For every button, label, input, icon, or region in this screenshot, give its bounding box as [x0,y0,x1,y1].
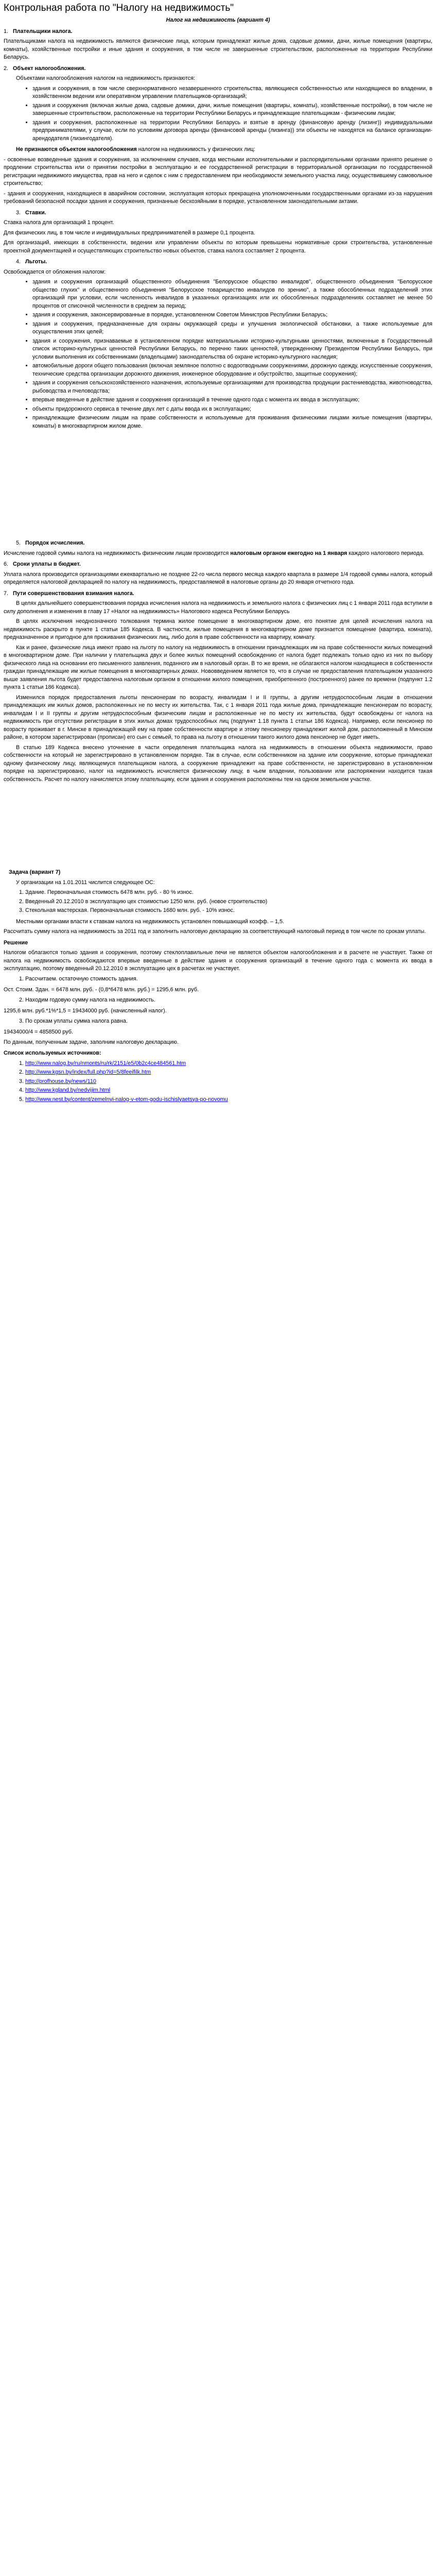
list-item: • здания и сооружения, законсервированные в порядке, установленном Советом Министров Республики Беларусь; [32,311,432,319]
list-item: • здания и сооружения (включая жилые дома, садовые домики, дачи, жилые помещения (квартиры, комнаты), хозяйственные постройки), в том числе не завершенные строительством, расположенные на территории Республики Беларусь и принадлежащие плательщикам - физическим лицам; [32,102,432,118]
page-title: Контрольная работа по "Налогу на недвижимость" [4,3,234,13]
section-object-heading: 2. Объект налогообложения. [4,65,86,72]
sources-heading: Список используемых источников: [4,1050,101,1056]
benefits-list [4,278,432,430]
list-item: 2. Введенный 20.12.2010 в эксплуатацию цех стоимостью 1250 млн. руб. (новое строительство) [25,898,432,906]
solution-step-2: 2. Находим годовую сумму налога на недвижимость. [4,996,432,1005]
not-object-item-2: - здания и сооружения, находящиеся в аварийном состоянии, эксплуатация которых прекращена уполномоченными государственными органами из-за нарушения требований безопасной посадки здания и сооружения, признанные бесхозяйными в порядке, установленном законодательными актами. [4,190,432,205]
list-item: • здания и сооружения, расположенные на территории Республики Беларусь и взятые в аренду (финансовую аренду (лизинг)) индивидуальными предпринимателями, у случае, если по условиям договора аренды (финансовой аренды (лизинга)) эти объекты не находятся на балансе организации-арендодателя (лизингодателя). [32,119,432,143]
source-item [25,1060,432,1068]
improvement-paragraph: В статью 189 Кодекса внесено уточнение в части определения плательщика налога на недвижимость в отношении объекта недвижимости, право собственности на который не зарегистрировано в установленном порядке. Так в случае, если собственником на здание или сооружение, которые принадлежат одному физическому лицу, являющемуся плательщиком налога, а сооружение принадлежит на праве собственности, не зарегистрировано в установленном порядке на зарегистрировано, налог на недвижимость исчисляется физическому лицу, в чьем владении, пользовании или распоряжении находится такая собственность. Расчет по налогу начисляется этому плательщику, если здания и сооружения расположены тем на одном земельном участке. [4,744,432,783]
calc-line-3: 19434000/4 = 4858500 руб. [4,1029,73,1035]
deadlines-paragraph: Уплата налога производится организациями ежеквартально не позднее 22-го числа первого месяца каждого квартала в размере 1/4 годовой суммы налога, который определяется налоговой декларацией по налогу на недвижимость, предоставляемой в налоговые органы до 20 января отчетного года. [4,571,432,585]
task-intro: У организации на 1.01.2011 числится следующее ОС: [16,879,155,886]
calculation-paragraph: Исчисление годовой суммы налога на недвижимость физическим лицам производится налоговым органом ежегодно на 1 января каждого налогового периода. [4,550,424,556]
section-payers-heading: 1. Плательщики налога. [4,28,73,35]
task-assets-list [4,889,432,915]
document [0,0,436,1112]
task-requirement: Рассчитать сумму налога на недвижимость за 2011 год и заполнить налоговую декларацию за соответствующий налоговый период в том числе по срокам уплаты. [4,928,426,935]
section-benefits-heading: 4. Льготы. [16,259,47,265]
source-link[interactable]: http://www.nalog.by/ru/nmonts/ru/rk/2151/e5/0b2c4ce484561.htm [25,1060,186,1066]
not-object-paragraph: Не признаются объектом налогообложения налогом на недвижимость у физических лиц: [16,146,255,152]
blank-space [4,786,432,866]
list-item: • здания и сооружения сельскохозяйственного назначения, используемые организациями для производства продукции растениеводства, животноводства, рыбоводства и пчеловодства; [32,379,432,395]
task-title: Задача (вариант 7) [9,869,61,875]
calc-line-2: 1295,6 млн. руб.*1%*1,5 = 19434000 руб. (начисленный налог). [4,1008,167,1014]
document-title: Налог на недвижимость (вариант 4) [166,17,270,23]
improvement-paragraph: В целях исключения неоднозначного толкования термина жилое помещение в многоквартирном доме, его понятие для целей исчисления налога на недвижимость раскрыто в пункте 1 статьи 185 Кодекса. В частности, жилые помещения в многоквартирном доме признается помещение (квартира, комната), предназначенное и пригодное для проживания физических лиц, либо доля в праве собственности на квартиру, комнату. [4,618,432,640]
source-item [25,1078,432,1086]
rate-overdue: Для организаций, имеющих в собственности, ведении или управлении объекты по которым превышены нормативные сроки строительства, установленные проектной документацией и осуществляющих строительство новых объектов, ставка налога составляет 2 процента. [4,240,432,254]
rate-individual: Для физических лиц, в том числе и индивидуальных предпринимателей в размере 0,1 процента. [4,229,255,236]
list-item: • здания и сооружения, признаваемые в установленном порядке материальными историко-культурными ценностями, включенные в Государственный список историко-культурных ценностей Республики Беларусь, по перечню таких ценностей, утвержденному Президентом Республики Беларусь, при условии выполнения их собственниками (владельцами) законодательства об охране историко-культурного наследия; [32,337,432,362]
object-intro: Объектами налогообложения налогом на недвижимость признаются: [16,75,195,81]
section-rates-heading: 3. Ставки. [16,209,46,216]
improvement-paragraph: Изменился порядок предоставления льготы пенсионерам по возрасту, инвалидам I и II группы, а другим нетрудоспособным лицам в отношении принадлежащих им жилых домов, расположенных не по месту их жительства. Так, с 1 января 2011 года жилые дома, принадлежащие пенсионерам по возрасту, инвалидам I и II группы и другим нетрудоспособным физическим лицам и расположенные не по месту их жительства, будут освобождены от налога на недвижимость при отсутствии регистрации в этих жилых домах трудоспособных лиц (подпункт 1.18 пункта 1 статьи 186 Кодекса). Например, если пенсионер по возрасту проживает в г. Минске в принадлежащей ему на праве собственности квартире и этому пенсионеру принадлежит жилой дом, расположенный в Минском районе, в котором зарегистрирован (прописан) его сын с семьей, то права на льготу в отношении такого жилого дома пенсионер не будет иметь. [4,694,432,740]
improvement-paragraph: В целях дальнейшего совершенствования порядка исчисления налога на недвижимость и земельного налога с физических лиц с 1 января 2011 года вступили в силу дополнения и изменения в главу 17 «Налог на недвижимость» Налогового кодекса Республики Беларусь [4,600,432,615]
calc-line-1: Ост. Стоим. Здан. = 6478 млн. руб. - (0,8*6478 млн. руб.) = 1295,6 млн. руб. [4,987,199,993]
declaration-note: По данным, полученным задаче, заполним налоговую декларацию. [4,1039,179,1045]
solution-paragraph: Налогом облагаются только здания и сооружения, поэтому стеклоплавильные печи не является объектом налогообложения и в расчете не участвует. Также от налога на недвижимость освобождаются впервые введенные в действие здания и сооружения организаций в течение одного года с момента их ввода в эксплуатацию, поэтому введенный 20.12.2010 в эксплуатацию цех в расчетах не участвует. [4,950,432,972]
list-item: • автомобильные дороги общего пользования (включая земляное полотно с водоотводными сооружениями, дорожную одежду, искусственные сооружения, технические средства организации дорожного движения, инженерное оборудование и обустройство, защитные сооружения); [32,362,432,378]
source-item [25,1069,432,1077]
list-item: • впервые введенные в действие здания и сооружения организаций в течение одного года с момента их ввода в эксплуатацию; [32,396,432,404]
source-link[interactable]: http://www.nest.by/content/zemelnyi-nalog-v-etom-godu-ischislyaetsya-po-novomu [25,1096,228,1103]
solution-step-3: 3. По срокам уплаты сумма налога равна. [4,1018,432,1026]
list-item: • здания и сооружения организаций общественного объединения "Белорусское общество инвалидов", общественного объединения "Белорусское общество глухих" и общественного объединения "Белорусское товарищество инвалидов по зрению", а также обособленных подразделений этих организаций при условии, если численность инвалидов в указанных организациях или их обособленных подразделениях составляет не менее 50 процентов от списочной численности в среднем за период; [32,278,432,310]
rate-org: Ставка налога для организаций 1 процент. [4,219,114,226]
improvement-paragraph: Как и ранее, физические лица имеют право на льготу по налогу на недвижимость в отношении принадлежащих им на праве собственности жилых помещений в многоквартирном доме. При наличии у плательщика двух и более жилых помещений освобождению от налога будет подлежать только одно из них по выбору физического лица на основании его письменного заявления, поданного им в налоговый орган. В то же время, не облагаются налогом находящиеся в собственности граждан принадлежащие им жилые помещения в многоквартирных домах. Нововведением является то, что в случае не предоставления плательщиком указанного выше заявления льгота будет предоставлена налоговым органом в отношении жилого помещения, приобретенного (построенного) ранее по времени (подпункт 1.2 пункта 1 статьи 186 Кодекса). [4,644,432,690]
object-list [4,85,432,143]
task-coefficient: Местными органами власти к ставкам налога на недвижимость установлен повышающий коэфф. – 1,5. [16,918,284,925]
list-item: • принадлежащие физическим лицам на праве собственности и используемые для проживания физическими лицами жилые помещения (квартиры, комнаты) в многоквартирном жилом доме. [32,414,432,430]
solution-step-1: 1. Рассчитаем. остаточную стоимость здания. [4,975,432,984]
source-link[interactable]: http://profhouse.by/news/110 [25,1078,96,1084]
payers-paragraph: Плательщиками налога на недвижимость являются физические лица, которым принадлежат жилые дома, садовые домики, дачи, жилые помещения (квартиры, комнаты), хозяйственные постройки и иные здания и сооружения, в том числе не завершенные строительством, расположенные на территории Республики Беларусь. [4,38,432,60]
blank-space [4,433,432,536]
list-item: • здания и сооружения, в том числе сверхнормативного незавершенного строительства, являющиеся собственностью или находящиеся во владении, в хозяйственном ведении или оперативном управлении плательщиков-организаций; [32,85,432,101]
section-deadlines-heading: 6. Сроки уплаты в бюджет. [4,561,81,567]
source-link[interactable]: http://www.kgland.by/nedvijim.html [25,1087,111,1093]
list-item: • здания и сооружения, предназначенные для охраны окружающей среды и улучшения экологической обстановки, а также используемые для осуществления этих целей; [32,320,432,336]
section-calculation-heading: 5. Порядок исчисления. [16,540,85,546]
source-item [25,1087,432,1095]
list-item: 3. Стекольная мастерская. Первоначальная стоимость 1680 млн. руб. - 10% износ. [25,907,432,915]
solution-heading: Решение [4,939,28,946]
section-improvement-heading: 7. Пути совершенствования взимания налога. [4,590,134,597]
sources-list [4,1060,432,1104]
list-item: 1. Здание. Первоначальная стоимость 6478 млн. руб. - 80 % износ. [25,889,432,897]
not-object-item-1: - освоенные возведенные здания и сооружения, за исключением случаев, когда местными исполнительными и распорядительными органами принято решение о продлении строительства или о принятии постройки в эксплуатацию и ее государственной регистрации в территориальной организации по государственной регистрации недвижимого имущества, прав на него и сделок с ним с предоставлением при необходимости земельного участка лицу, осуществившему самовольное строительство; [4,156,432,187]
source-link[interactable]: http://www.kgsn.by/index/full.php?id=5/8feeifilk.htm [25,1069,151,1075]
list-item: • объекты придорожного сервиса в течение двух лет с даты ввода их в эксплуатацию; [32,405,432,414]
benefits-intro: Освобождается от обложения налогом: [4,268,106,275]
source-item [25,1096,432,1104]
